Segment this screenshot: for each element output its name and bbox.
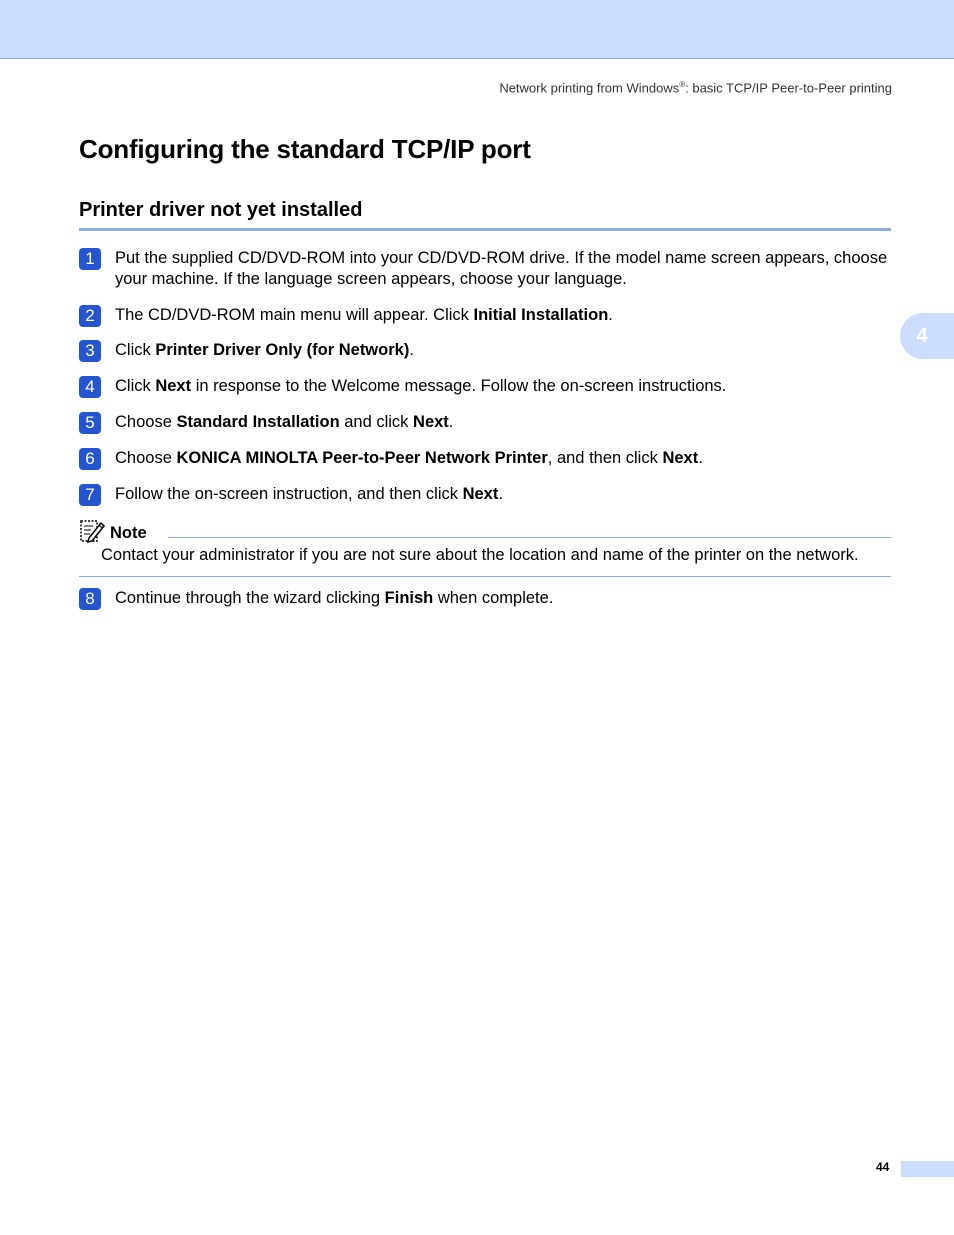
step-text-segment: . <box>409 341 414 359</box>
running-head: Network printing from Windows®: basic TCP/IP Peer-to-Peer printing <box>499 80 892 96</box>
step-emphasis: Initial Installation <box>473 306 609 324</box>
step-text <box>115 340 895 361</box>
step-number-badge: 2 <box>79 305 101 327</box>
step-number-badge: 1 <box>79 248 101 270</box>
step-number-badge: 7 <box>79 484 101 506</box>
step-text <box>115 412 895 433</box>
step-text-segment: . <box>698 449 703 467</box>
note-box <box>79 518 891 577</box>
step-text-segment: in response to the Welcome message. Follow the on-screen instructions. <box>191 377 727 395</box>
step-text-segment: . <box>608 306 613 324</box>
step-text-segment: Continue through the wizard clicking <box>115 589 385 607</box>
step-text <box>115 305 895 326</box>
step-emphasis: Next <box>155 377 192 395</box>
step-number-badge: 6 <box>79 448 101 470</box>
step-emphasis: Next <box>413 413 449 431</box>
step-text-segment: and click <box>339 413 414 431</box>
step-text <box>115 248 895 290</box>
page-number: 44 <box>876 1160 890 1174</box>
note-pencil-icon <box>79 518 105 544</box>
chapter-tab: 4 <box>900 313 954 359</box>
section-heading: Printer driver not yet installed <box>79 199 891 231</box>
step-text-segment: Choose <box>115 413 177 431</box>
step-text-segment: when complete. <box>433 589 554 607</box>
step-text <box>115 376 895 397</box>
note-label: Note <box>110 524 147 542</box>
step-emphasis: Finish <box>384 589 434 607</box>
step-text-segment: Follow the on-screen instruction, and then click <box>115 485 463 503</box>
note-divider <box>168 537 891 538</box>
step-text-segment: . <box>498 485 503 503</box>
step-number-badge: 5 <box>79 412 101 434</box>
step-text <box>115 588 895 609</box>
step-emphasis: Next <box>462 485 499 503</box>
step-text-segment: . <box>448 413 454 431</box>
step-number-badge: 8 <box>79 588 101 610</box>
step-text-segment: Choose <box>115 449 177 467</box>
step-text <box>115 484 895 505</box>
step-emphasis: Standard Installation <box>176 413 340 431</box>
step-emphasis: KONICA MINOLTA Peer-to-Peer Network Printer <box>176 449 548 467</box>
step-number-badge: 4 <box>79 376 101 398</box>
note-text: Contact your administrator if you are not sure about the location and name of the printer on the network. <box>101 546 859 564</box>
footer-bar <box>901 1161 954 1177</box>
step-text-segment: Click <box>115 377 156 395</box>
page-title: Configuring the standard TCP/IP port <box>79 134 531 164</box>
header-band <box>0 0 954 59</box>
step-text-segment: Click <box>115 341 156 359</box>
step-text-segment: , and then click <box>547 449 663 467</box>
step-text <box>115 448 895 469</box>
step-emphasis: Next <box>662 449 699 467</box>
step-number-badge: 3 <box>79 340 101 362</box>
step-text-segment: Put the supplied CD/DVD-ROM into your CD/DVD-ROM drive. If the model name screen appears, choose your machine. If the language screen appears, choose your language. <box>115 249 888 288</box>
step-emphasis: Printer Driver Only (for Network) <box>155 341 410 359</box>
step-text-segment: The CD/DVD-ROM main menu will appear. Click <box>115 306 474 324</box>
